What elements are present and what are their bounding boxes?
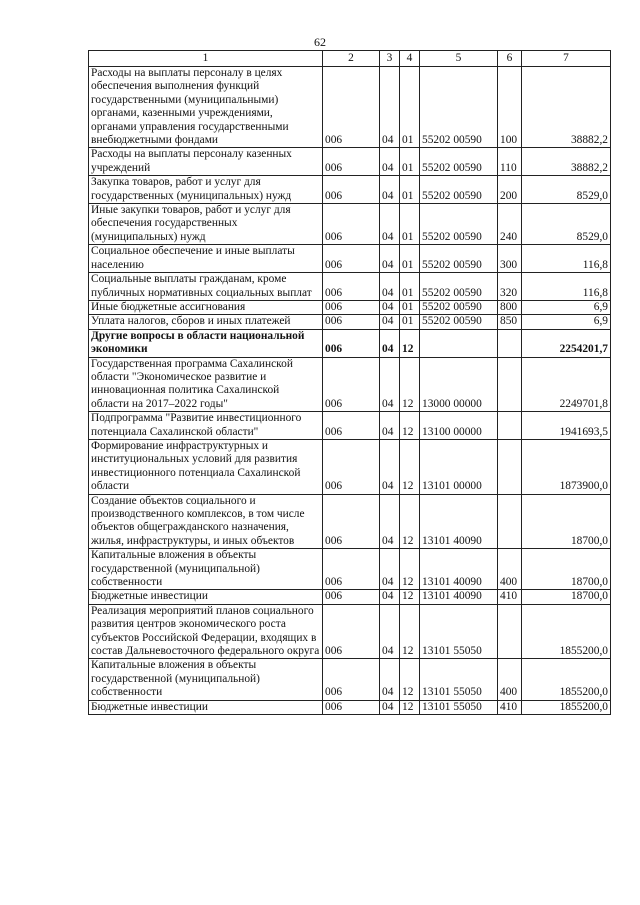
- cell-amount: 8529,0: [522, 204, 611, 245]
- column-header: 4: [400, 51, 420, 67]
- cell-target-article: 55202 00590: [420, 204, 498, 245]
- cell-target-article: 13101 55050: [420, 659, 498, 700]
- cell-subsection-code: 01: [400, 273, 420, 301]
- cell-name: Капитальные вложения в объекты государственной (муниципальной) собственности: [89, 659, 323, 700]
- cell-amount: 18700,0: [522, 590, 611, 604]
- cell-ministry-code: 006: [323, 148, 380, 176]
- cell-subsection-code: 12: [400, 439, 420, 494]
- cell-section-code: 04: [380, 549, 400, 590]
- cell-target-article: 13101 40090: [420, 590, 498, 604]
- cell-name: Расходы на выплаты персоналу в целях обеспечения выполнения функций государственными (муниципальными) органами, казенными учреждениями, органами управления государственными внебюджетными фондами: [89, 67, 323, 148]
- cell-amount: 8529,0: [522, 176, 611, 204]
- cell-target-article: 13000 00000: [420, 357, 498, 412]
- cell-expense-type: 410: [498, 700, 522, 714]
- cell-subsection-code: 12: [400, 549, 420, 590]
- cell-name: Социальное обеспечение и иные выплаты населению: [89, 245, 323, 273]
- cell-section-code: 04: [380, 148, 400, 176]
- cell-target-article: 13100 00000: [420, 412, 498, 440]
- cell-section-code: 04: [380, 700, 400, 714]
- cell-name: Бюджетные инвестиции: [89, 590, 323, 604]
- cell-target-article: 13101 55050: [420, 604, 498, 659]
- cell-name: Подпрограмма "Развитие инвестиционного потенциала Сахалинской области": [89, 412, 323, 440]
- cell-target-article: 13101 00000: [420, 439, 498, 494]
- table-row: [89, 439, 611, 494]
- cell-section-code: 04: [380, 67, 400, 148]
- column-header: 7: [522, 51, 611, 67]
- cell-section-code: 04: [380, 590, 400, 604]
- cell-subsection-code: 01: [400, 67, 420, 148]
- cell-section-code: 04: [380, 604, 400, 659]
- cell-section-code: 04: [380, 357, 400, 412]
- cell-ministry-code: 006: [323, 604, 380, 659]
- cell-amount: 6,9: [522, 300, 611, 314]
- page-number: 62: [314, 35, 326, 49]
- cell-ministry-code: 006: [323, 67, 380, 148]
- cell-ministry-code: 006: [323, 315, 380, 329]
- cell-name: Создание объектов социального и производственного комплексов, в том числе объектов общегражданского назначения, жилья, инфраструктуры, и иных объектов: [89, 494, 323, 549]
- table-row: [89, 273, 611, 301]
- cell-ministry-code: 006: [323, 700, 380, 714]
- cell-ministry-code: 006: [323, 357, 380, 412]
- cell-expense-type: 800: [498, 300, 522, 314]
- cell-subsection-code: 12: [400, 700, 420, 714]
- cell-ministry-code: 006: [323, 439, 380, 494]
- cell-expense-type: 400: [498, 659, 522, 700]
- cell-section-code: 04: [380, 300, 400, 314]
- cell-subsection-code: 12: [400, 659, 420, 700]
- column-header: 5: [420, 51, 498, 67]
- cell-expense-type: [498, 412, 522, 440]
- cell-expense-type: 110: [498, 148, 522, 176]
- cell-ministry-code: 006: [323, 176, 380, 204]
- cell-subsection-code: 01: [400, 300, 420, 314]
- cell-name: Расходы на выплаты персоналу казенных учреждений: [89, 148, 323, 176]
- cell-amount: 116,8: [522, 273, 611, 301]
- table-row: [89, 590, 611, 604]
- cell-amount: 116,8: [522, 245, 611, 273]
- cell-expense-type: 850: [498, 315, 522, 329]
- cell-amount: 1855200,0: [522, 604, 611, 659]
- budget-table: [88, 50, 611, 715]
- cell-target-article: 13101 40090: [420, 494, 498, 549]
- cell-expense-type: [498, 329, 522, 357]
- table-row: [89, 245, 611, 273]
- cell-section-code: 04: [380, 245, 400, 273]
- cell-section-code: 04: [380, 659, 400, 700]
- cell-section-code: 04: [380, 412, 400, 440]
- cell-amount: 1855200,0: [522, 700, 611, 714]
- cell-ministry-code: 006: [323, 590, 380, 604]
- cell-expense-type: 200: [498, 176, 522, 204]
- cell-ministry-code: 006: [323, 549, 380, 590]
- cell-target-article: 13101 40090: [420, 549, 498, 590]
- cell-amount: 1873900,0: [522, 439, 611, 494]
- cell-name: Закупка товаров, работ и услуг для государственных (муниципальных) нужд: [89, 176, 323, 204]
- cell-name: Другие вопросы в области национальной экономики: [89, 329, 323, 357]
- table-row: [89, 700, 611, 714]
- cell-name: Реализация мероприятий планов социального развития центров экономического роста субъектов Российской Федерации, входящих в состав Дальневосточного федерального округа: [89, 604, 323, 659]
- cell-name: Капитальные вложения в объекты государственной (муниципальной) собственности: [89, 549, 323, 590]
- cell-target-article: 55202 00590: [420, 148, 498, 176]
- cell-amount: 1855200,0: [522, 659, 611, 700]
- table-row: [89, 148, 611, 176]
- cell-expense-type: 240: [498, 204, 522, 245]
- cell-ministry-code: 006: [323, 273, 380, 301]
- cell-section-code: 04: [380, 273, 400, 301]
- cell-name: Уплата налогов, сборов и иных платежей: [89, 315, 323, 329]
- cell-name: Бюджетные инвестиции: [89, 700, 323, 714]
- cell-expense-type: 320: [498, 273, 522, 301]
- cell-target-article: 55202 00590: [420, 176, 498, 204]
- table-row: [89, 549, 611, 590]
- cell-name: Иные бюджетные ассигнования: [89, 300, 323, 314]
- table-row: [89, 412, 611, 440]
- cell-amount: 18700,0: [522, 549, 611, 590]
- cell-subsection-code: 12: [400, 329, 420, 357]
- cell-name: Формирование инфраструктурных и институциональных условий для развития инвестиционного потенциала Сахалинской области: [89, 439, 323, 494]
- cell-ministry-code: 006: [323, 494, 380, 549]
- cell-expense-type: [498, 357, 522, 412]
- cell-amount: 6,9: [522, 315, 611, 329]
- cell-amount: 2254201,7: [522, 329, 611, 357]
- cell-amount: 38882,2: [522, 67, 611, 148]
- cell-ministry-code: 006: [323, 329, 380, 357]
- cell-section-code: 04: [380, 176, 400, 204]
- cell-expense-type: 410: [498, 590, 522, 604]
- cell-target-article: 55202 00590: [420, 67, 498, 148]
- cell-subsection-code: 12: [400, 357, 420, 412]
- cell-ministry-code: 006: [323, 245, 380, 273]
- cell-subsection-code: 01: [400, 176, 420, 204]
- cell-subsection-code: 12: [400, 412, 420, 440]
- cell-expense-type: [498, 494, 522, 549]
- cell-ministry-code: 006: [323, 412, 380, 440]
- cell-ministry-code: 006: [323, 300, 380, 314]
- cell-subsection-code: 12: [400, 604, 420, 659]
- table-row: [89, 300, 611, 314]
- table-row: [89, 604, 611, 659]
- cell-subsection-code: 01: [400, 245, 420, 273]
- cell-target-article: 55202 00590: [420, 245, 498, 273]
- column-header: 3: [380, 51, 400, 67]
- cell-expense-type: 300: [498, 245, 522, 273]
- cell-section-code: 04: [380, 439, 400, 494]
- cell-section-code: 04: [380, 494, 400, 549]
- table-body: [89, 67, 611, 715]
- cell-section-code: 04: [380, 204, 400, 245]
- cell-amount: 18700,0: [522, 494, 611, 549]
- column-header: 2: [323, 51, 380, 67]
- cell-target-article: 13101 55050: [420, 700, 498, 714]
- cell-subsection-code: 12: [400, 494, 420, 549]
- table-row: [89, 494, 611, 549]
- table-row: [89, 315, 611, 329]
- cell-amount: 1941693,5: [522, 412, 611, 440]
- cell-ministry-code: 006: [323, 659, 380, 700]
- cell-target-article: 55202 00590: [420, 300, 498, 314]
- column-header: 1: [89, 51, 323, 67]
- table-row: [89, 176, 611, 204]
- cell-subsection-code: 12: [400, 590, 420, 604]
- cell-target-article: [420, 329, 498, 357]
- cell-subsection-code: 01: [400, 315, 420, 329]
- table-row: [89, 659, 611, 700]
- cell-name: Социальные выплаты гражданам, кроме публичных нормативных социальных выплат: [89, 273, 323, 301]
- cell-expense-type: [498, 604, 522, 659]
- cell-section-code: 04: [380, 329, 400, 357]
- cell-amount: 2249701,8: [522, 357, 611, 412]
- table-row: [89, 357, 611, 412]
- cell-expense-type: 400: [498, 549, 522, 590]
- cell-section-code: 04: [380, 315, 400, 329]
- cell-expense-type: [498, 439, 522, 494]
- table-row: [89, 329, 611, 357]
- cell-ministry-code: 006: [323, 204, 380, 245]
- column-header: 6: [498, 51, 522, 67]
- cell-expense-type: 100: [498, 67, 522, 148]
- cell-name: Государственная программа Сахалинской области "Экономическое развитие и инновационная политика Сахалинской области на 2017–2022 годы": [89, 357, 323, 412]
- cell-target-article: 55202 00590: [420, 315, 498, 329]
- table-row: [89, 67, 611, 148]
- cell-subsection-code: 01: [400, 148, 420, 176]
- cell-target-article: 55202 00590: [420, 273, 498, 301]
- cell-name: Иные закупки товаров, работ и услуг для обеспечения государственных (муниципальных) нужд: [89, 204, 323, 245]
- table-header-row: [89, 51, 611, 67]
- cell-amount: 38882,2: [522, 148, 611, 176]
- cell-subsection-code: 01: [400, 204, 420, 245]
- table-row: [89, 204, 611, 245]
